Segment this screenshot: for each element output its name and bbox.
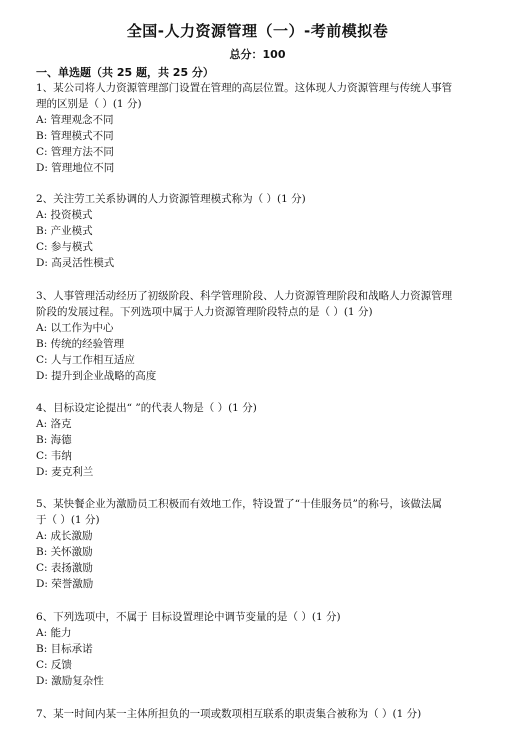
option-b: B: 海德 xyxy=(36,434,72,446)
option-a: A: 管理观念不同 xyxy=(36,114,114,126)
question-stem-line: 6、下列选项中，不属于 目标设置理论中调节变量的是（ ）(1 分) xyxy=(36,611,341,623)
question-7 xyxy=(36,706,476,722)
question-stem-line: 1、某公司将人力资源管理部门设置在管理的高层位置。这体现人力资源管理与传统人事管 xyxy=(36,82,453,94)
exam-title: 全国-人力资源管理（一）-考前模拟卷 xyxy=(126,22,389,40)
option-b: B: 传统的经验管理 xyxy=(36,338,125,350)
option-d: D: 麦克利兰 xyxy=(36,466,94,478)
question-2 xyxy=(36,191,476,271)
option-a: A: 能力 xyxy=(36,627,72,639)
option-c: C: 表扬激励 xyxy=(36,562,93,574)
option-a: A: 成长激励 xyxy=(36,530,93,542)
option-b: B: 目标承诺 xyxy=(36,643,93,655)
question-5 xyxy=(36,496,476,592)
question-stem-line: 理的区别是（ ）(1 分) xyxy=(36,98,142,110)
question-stem-line: 4、目标设定论提出“ ”的代表人物是（ ）(1 分) xyxy=(36,402,257,414)
question-stem-line: 5、某快餐企业为激励员工积极而有效地工作，特设置了“十佳服务员”的称号，该做法属 xyxy=(36,498,442,510)
option-d: D: 管理地位不同 xyxy=(36,162,115,174)
option-d: D: 荣誉激励 xyxy=(36,578,94,590)
question-stem-line: 阶段的发展过程。下列选项中属于人力资源管理阶段特点的是（ ）(1 分) xyxy=(36,306,373,318)
option-a: A: 洛克 xyxy=(36,418,72,430)
option-b: B: 关怀激励 xyxy=(36,546,93,558)
question-stem-line: 7、某一时间内某一主体所担负的一项或数项相互联系的职责集合被称为（ ）(1 分) xyxy=(36,708,422,720)
question-stem-line: 2、关注劳工关系协调的人力资源管理模式称为（ ）(1 分) xyxy=(36,193,306,205)
option-a: A: 以工作为中心 xyxy=(36,322,114,334)
option-d: D: 提升到企业战略的高度 xyxy=(36,370,157,382)
option-c: C: 参与模式 xyxy=(36,241,93,253)
option-c: C: 管理方法不同 xyxy=(36,146,114,158)
question-3 xyxy=(36,288,476,384)
question-6 xyxy=(36,609,476,689)
total-score: 总分：100 xyxy=(229,48,286,61)
option-a: A: 投资模式 xyxy=(36,209,93,221)
option-c: C: 韦纳 xyxy=(36,450,72,462)
question-stem-line: 于（ ）(1 分) xyxy=(36,514,100,526)
question-1 xyxy=(36,80,476,176)
option-c: C: 反馈 xyxy=(36,659,72,671)
section-heading: 一、单选题（共 25 题，共 25 分） xyxy=(36,66,214,79)
option-c: C: 人与工作相互适应 xyxy=(36,354,135,366)
question-4 xyxy=(36,400,476,480)
question-stem-line: 3、人事管理活动经历了初级阶段、科学管理阶段、人力资源管理阶段和战略人力资源管理 xyxy=(36,290,453,302)
option-b: B: 产业模式 xyxy=(36,225,93,237)
option-d: D: 高灵活性模式 xyxy=(36,257,115,269)
option-b: B: 管理模式不同 xyxy=(36,130,114,142)
option-d: D: 激励复杂性 xyxy=(36,675,104,687)
